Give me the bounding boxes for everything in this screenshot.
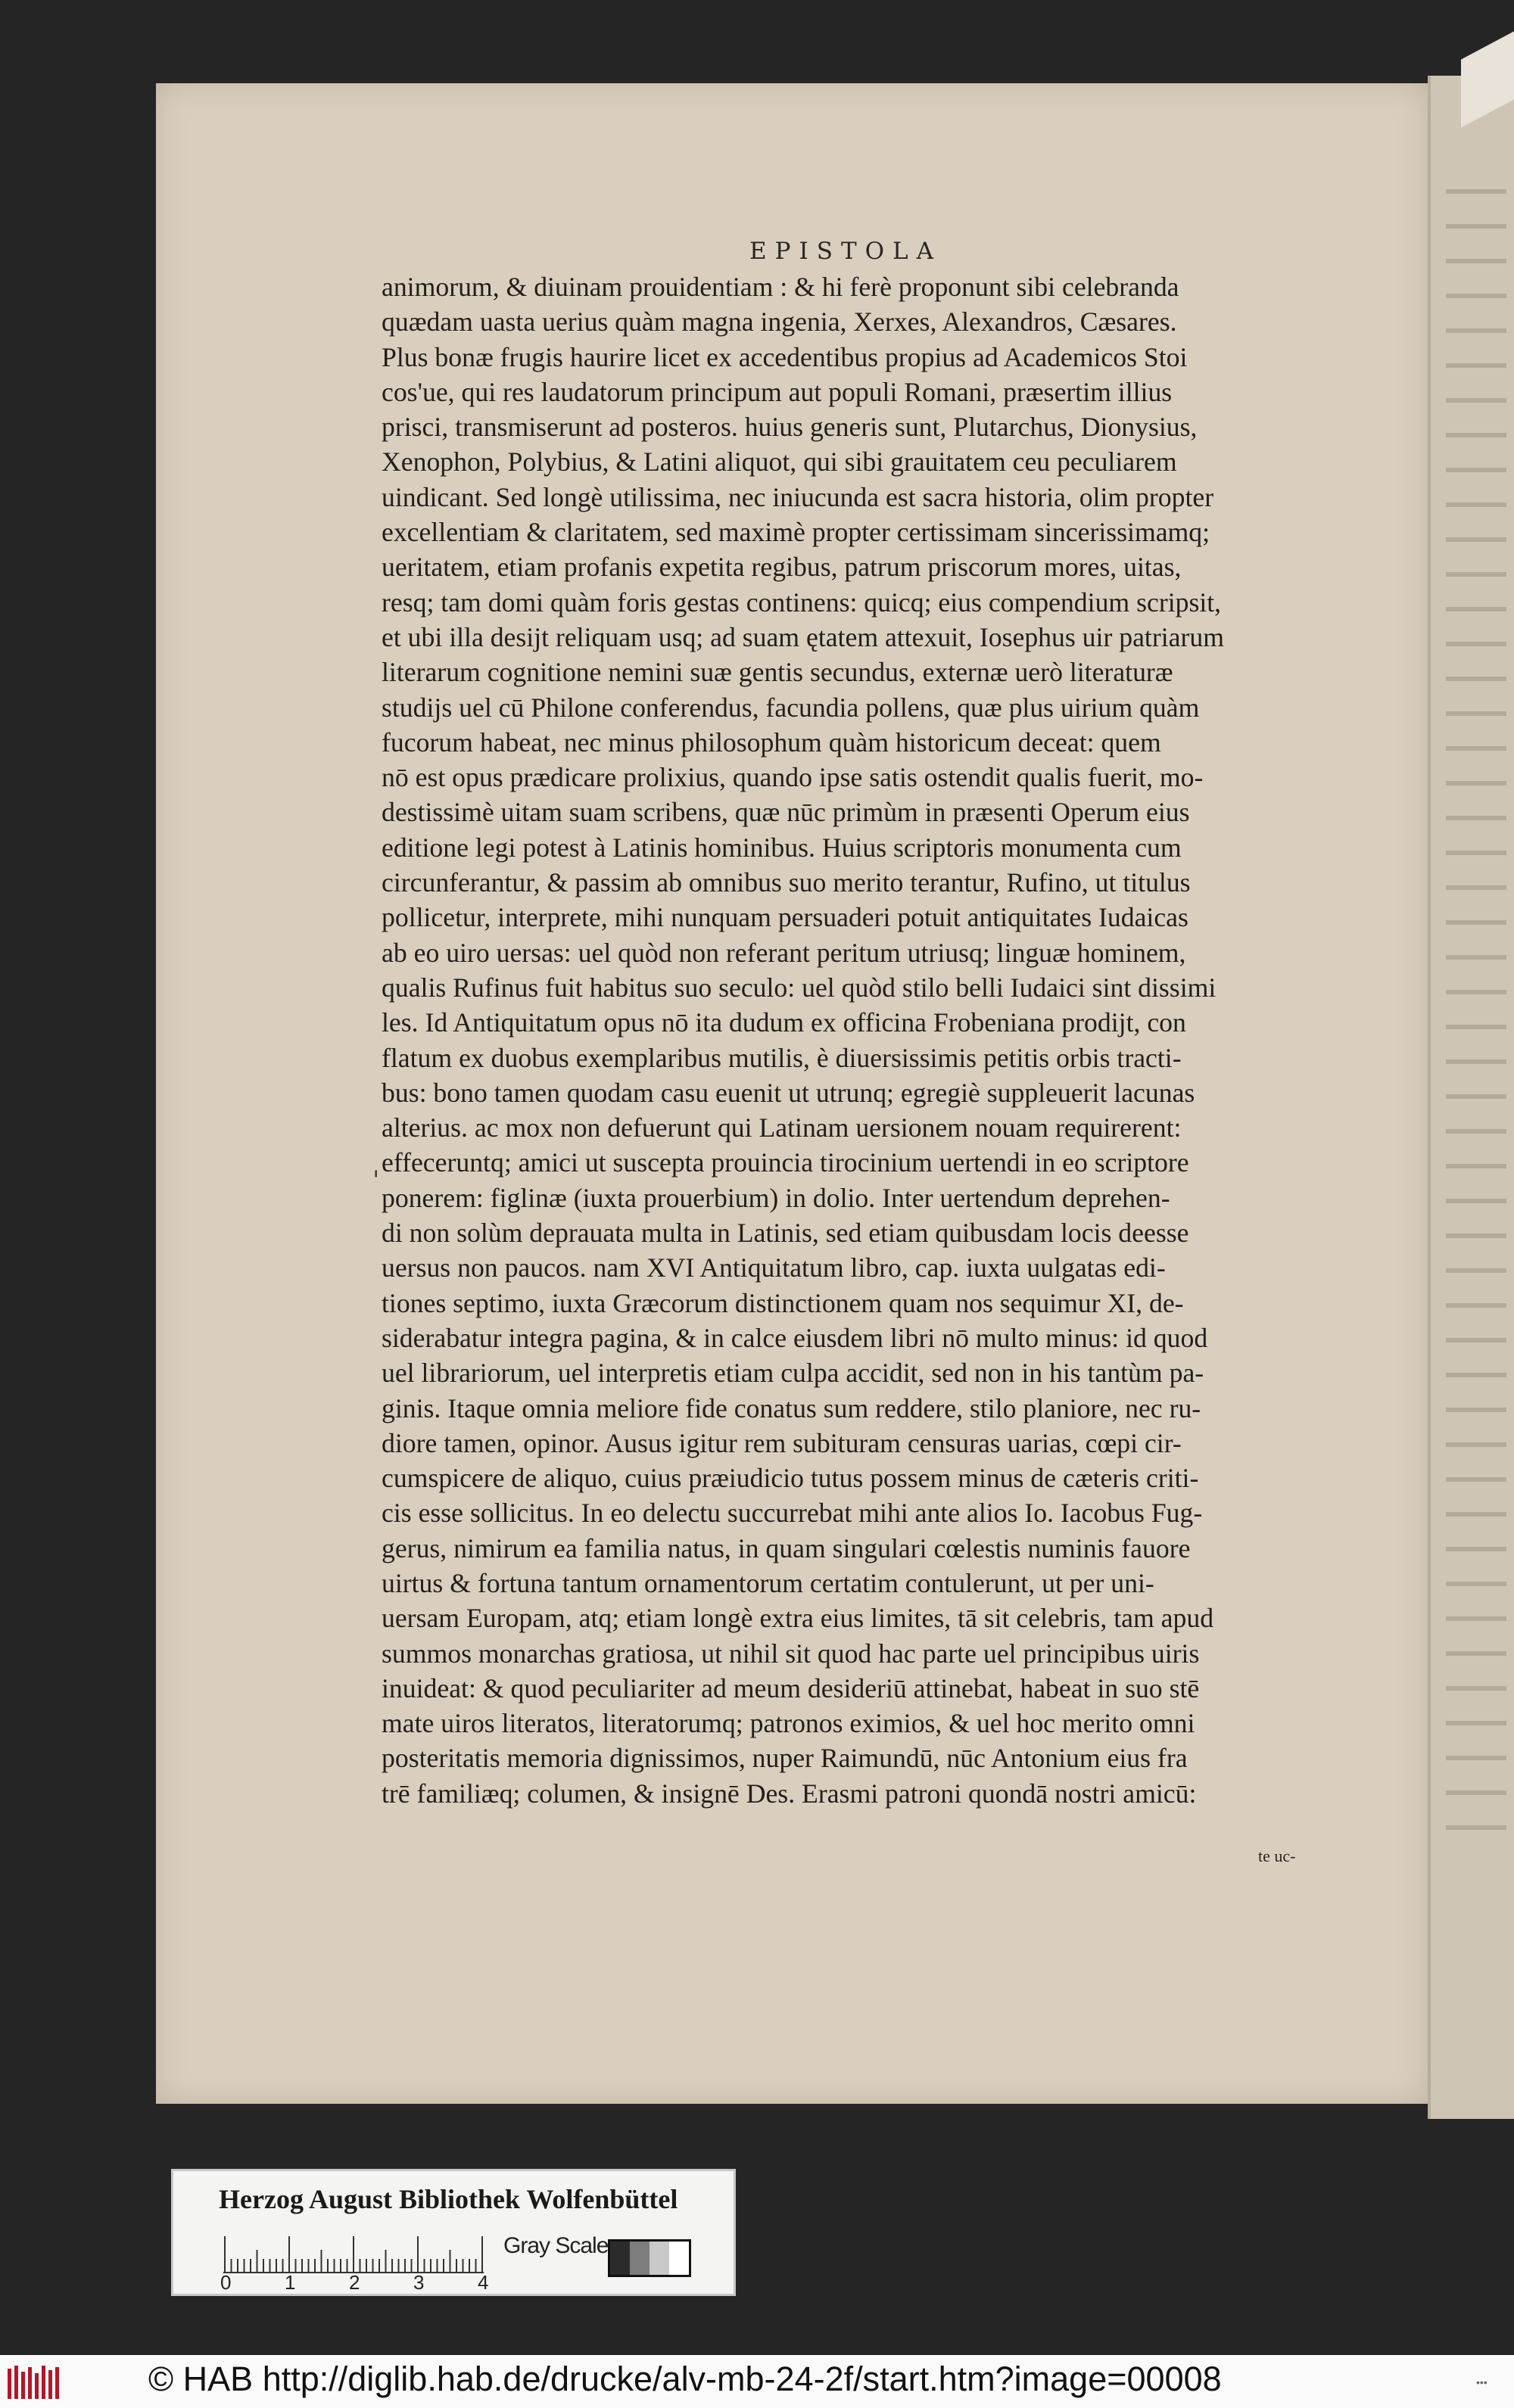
footer-mark: ••• [1476, 2376, 1488, 2388]
text-line: ginis. Itaque omnia meliore fide conatus sum reddere, stilo planiore, nec ru- [382, 1392, 1201, 1423]
text-line: editione legi potest à Latinis hominibus. Huius scriptoris monumenta cum [382, 832, 1182, 863]
text-line: quædam uasta uerius quàm magna ingenia, Xerxes, Alexandros, Cæsares. [382, 306, 1177, 338]
color-calibration-card [171, 2169, 736, 2296]
hab-logo-icon [6, 2363, 67, 2402]
text-line: inuideat: & quod peculiariter ad meum desideriū attinebat, habeat in suo stē [382, 1672, 1200, 1703]
text-line: di non solùm deprauata multa in Latinis, sed etiam quibusdam locis deesse [382, 1218, 1189, 1249]
text-line: Plus bonæ frugis haurire licet ex accedentibus propius ad Academicos Stoi [382, 341, 1188, 372]
text-line: prisci, transmiserunt ad posteros. huius generis sunt, Plutarchus, Dionysius, [382, 412, 1198, 443]
ruler-number: 0 [220, 2271, 232, 2294]
text-line: uersam Europam, atq; etiam longè extra eius limites, tā sit celebris, tam apud [382, 1603, 1214, 1634]
text-line: ueritatem, etiam profanis expetita regibus, patrum priscorum mores, uitas, [382, 552, 1182, 583]
text-line: diore tamen, opinor. Ausus igitur rem subituram censuras uarias, cœpi cir- [382, 1427, 1182, 1458]
text-line: trē familiæq; columen, & insignē Des. Erasmi patroni quondā nostri amicū: [382, 1778, 1197, 1809]
gray-chip [669, 2242, 689, 2275]
text-line: uel librariorum, uel interpretis etiam culpa accidit, sed non in his tantùm pa- [382, 1358, 1204, 1389]
text-line: les. Id Antiquitatum opus nō ita dudum ex officina Frobeniana prodijt, con [382, 1007, 1186, 1038]
gray-scale-label: Gray Scale [503, 2233, 609, 2258]
ruler-number: 2 [349, 2271, 360, 2294]
library-name: Herzog August Bibliothek Wolfenbüttel [219, 2184, 678, 2214]
text-line: excellentiam & claritatem, sed maximè propter certissimam sincerissimamq; [382, 517, 1210, 548]
text-line: bus: bono tamen quodam casu euenit ut utrunq; egregiè suppleuerit lacunas [382, 1077, 1195, 1108]
catchword: te uc- [1258, 1846, 1296, 1865]
text-line: cos'ue, qui res laudatorum principum aut populi Romani, præsertim illius [382, 376, 1173, 407]
text-line: cis esse sollicitus. In eo delectu succurrebat mihi ante alios Io. Iacobus Fug- [382, 1498, 1203, 1529]
text-line: siderabatur integra pagina, & in calce eiusdem libri nō multo minus: id quod [382, 1322, 1208, 1353]
text-line: tiones septimo, iuxta Græcorum distinctionem quam nos sequimur XI, de- [382, 1287, 1184, 1318]
ruler-number: 1 [285, 2271, 296, 2294]
gray-chip [650, 2242, 669, 2275]
gray-chip [630, 2242, 650, 2275]
text-line: summos monarchas gratiosa, ut nihil sit quod hac parte uel principibus uiris [382, 1638, 1200, 1669]
gray-scale-chips [608, 2239, 691, 2277]
text-line: animorum, & diuinam prouidentiam : & hi ferè proponunt sibi celebranda [382, 272, 1179, 302]
text-line: ponerem: figlinæ (iuxta prouerbium) in dolio. Inter uertendum deprehen- [382, 1182, 1170, 1213]
ruler-scale [223, 2235, 484, 2274]
text-line: posteritatis memoria dignissimos, nuper Raimundū, nūc Antonium eius fra [382, 1743, 1188, 1774]
ruler-number: 4 [478, 2271, 489, 2294]
text-line: effeceruntq; amici ut susceptа prouincia tirocinium uertendi in eo scriptore [382, 1147, 1189, 1178]
text-line: destissimè uitam suam scribens, quæ nūc primùm in præsenti Operum eius [382, 797, 1190, 828]
text-line: gerus, nimirum ea familia natus, in quam singulari cœlestis numinis fauore [382, 1532, 1191, 1563]
text-line: nō est opus prædicare prolixius, quando ipse satis ostendit qualis fuerit, mo- [382, 762, 1204, 793]
adjacent-page-text-bleed [1446, 189, 1506, 1854]
text-line: mate uiros literatos, literatorumq; patronos eximios, & uel hoc merito omni [382, 1708, 1195, 1739]
text-line: resq; tam domi quàm foris gestas continens: quicq; eius compendium scripsit, [382, 586, 1222, 618]
text-line: cumspicere de aliquo, cuius præiudicio tutus possem minus de cæteris criti- [382, 1463, 1199, 1494]
text-line: flatum ex duobus exemplaribus mutilis, è diuersissimis petitis orbis tracti- [382, 1042, 1182, 1073]
footer-url[interactable]: © HAB http://diglib.hab.de/drucke/alv-mb-24-2f/start.htm?image=00008 [148, 2360, 1222, 2398]
text-line: uindicant. Sed longè utilissima, nec iniucunda est sacra historia, olim propter [382, 481, 1214, 512]
ruler-number: 3 [413, 2271, 425, 2294]
margin-mark: ' [372, 1165, 380, 1196]
text-line: fucorum habeat, nec minus philosophum quàm historicum deceat: quem [382, 726, 1161, 758]
running-head: EPISTOLA [749, 238, 942, 265]
text-line: Xenophon, Polybius, & Latini aliquot, qui sibi grauitatem ceu peculiarem [382, 446, 1177, 478]
body-text [382, 269, 1341, 1811]
text-line: alterius. ac mox non defuerunt qui Latinam uersionem nouam requirerent: [382, 1112, 1182, 1143]
text-line: ab eo uiro uersas: uel quòd non referant peritum utriusq; linguæ hominem, [382, 937, 1186, 968]
text-line: qualis Rufinus fuit habitus suo seculo: uel quòd stilo belli Iudaici sint dissimi [382, 972, 1216, 1003]
text-line: uirtus & fortuna tantum ornamentorum certatim contulerunt, ut per uni- [382, 1567, 1154, 1598]
text-line: et ubi illa desijt reliquam usq; ad suam ętatem attexuit, Iosephus uir patriarum [382, 621, 1224, 652]
text-line: literarum cognitione nemini suæ gentis secundus, externæ uerò literaturæ [382, 657, 1173, 688]
text-line: studijs uel cū Philone conferendus, facundia pollens, quæ plus uirium quàm [382, 692, 1200, 723]
text-line: pollicetur, interprete, mihi nunquam persuaderi potuit antiquitates Iudaicas [382, 902, 1188, 933]
footer-bar [0, 2355, 1514, 2408]
text-line: uersus non paucos. nam XVI Antiquitatum libro, cap. iuxta uulgatas edi- [382, 1252, 1166, 1283]
gray-chip [610, 2242, 630, 2275]
text-line: circunferantur, & passim ab omnibus suo merito terantur, Rufino, ut titulus [382, 867, 1191, 898]
